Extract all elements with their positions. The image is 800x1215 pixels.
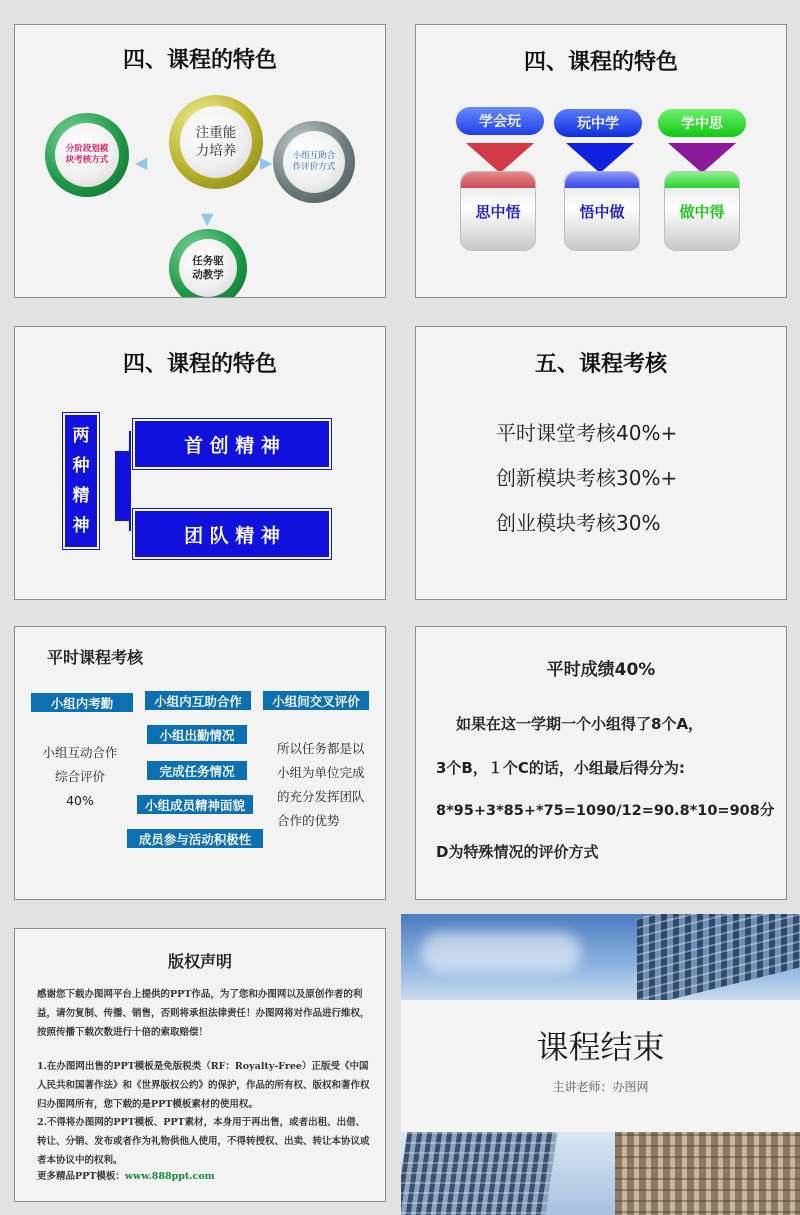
tag-mutual-help: 小组内互助合作 (145, 691, 251, 710)
tag-participation: 成员参与活动积极性 (127, 829, 263, 848)
score-line-1: 如果在这一学期一个小组得了8个A， (456, 715, 704, 733)
spirit-box-innovation (133, 419, 331, 469)
more-templates-link[interactable]: www.888ppt.com (124, 1171, 215, 1182)
right-circle-label: 小组互助合 作评价方式 (283, 131, 345, 193)
left-circle-label: 分阶段划模 块考核方式 (55, 123, 119, 187)
copyright-para-3: 2.不得将办图网的PPT模板、PPT素材，本身用于再出售，或者出租、出借、转让、分销、发布或者作为礼物供他人使用，不得转授权、出卖、转让本协议或者本协议中的权利。 (37, 1117, 370, 1166)
score-line-2: 3个B，１个C的话，小组最后得分为: (436, 759, 685, 777)
connector-bar (115, 451, 129, 521)
result-cap-1 (460, 171, 536, 251)
result-cap-1-label: 思中悟 (475, 202, 521, 221)
spirit-box-team (133, 509, 331, 559)
slide-title: 版权声明 (167, 952, 232, 971)
step-pill-3: 学中思 (658, 109, 746, 137)
tag-attendance: 小组内考勤 (31, 693, 133, 712)
slide-regular-score[interactable] (415, 626, 787, 900)
slide-title: 四、课程的特色 (122, 352, 277, 377)
step-pill-2: 玩中学 (554, 109, 642, 137)
slide-title: 课程结束 (536, 1028, 665, 1066)
tag-group-attendance: 小组出勤情况 (147, 725, 247, 744)
step-pill-1: 学会玩 (456, 107, 544, 135)
slide-title: 四、课程的特色 (122, 48, 277, 73)
slide-two-spirits[interactable] (14, 326, 386, 600)
tag-member-spirit: 小组成员精神面貌 (137, 795, 253, 814)
bottom-circle (169, 229, 247, 298)
arrow-left-icon: ◀ (135, 153, 148, 172)
tag-cross-eval: 小组间交叉评价 (263, 691, 369, 710)
score-line-4: D为特殊情况的评价方式 (436, 843, 599, 861)
slide-course-features-steps[interactable] (415, 24, 787, 298)
more-templates-line (37, 1167, 371, 1186)
result-cap-2-label: 悟中做 (579, 202, 625, 221)
top-sky-photo (401, 914, 800, 1000)
result-cap-2 (564, 171, 640, 251)
slide-course-features-circles[interactable] (14, 24, 386, 298)
slide-copyright[interactable] (14, 928, 386, 1202)
copyright-para-1: 感谢您下载办图网平台上提供的PPT作品，为了您和办图网以及原创作者的利益，请勿复制、传播、销售，否则将承担法律责任！办图网将对作品进行维权，按照传播下载次数进行十倍的索取赔偿！ (37, 989, 370, 1038)
funnel-red (466, 143, 534, 173)
assessment-line-2: 创新模块考核30%+ (496, 466, 678, 490)
slide-subtitle: 主讲老师：办图网 (552, 1080, 649, 1094)
score-line-3: 8*95+3*85+*75=1090/12=90.8*10=908分 (436, 803, 775, 819)
arrow-down-icon: ▼ (201, 209, 214, 228)
slide-title: 五、课程考核 (534, 352, 667, 377)
slide-title: 平时成绩40% (546, 660, 656, 680)
funnel-purple (668, 143, 736, 173)
funnel-blue (566, 143, 634, 173)
tag-task-completion: 完成任务情况 (147, 761, 247, 780)
left-summary-text: 小组互动合作 综合评价 40% (42, 745, 118, 808)
result-cap-3 (664, 171, 740, 251)
two-spirits-label: 两 种 精 神 (72, 426, 90, 536)
right-summary-text: 所以任务都是以 小组为单位完成 的充分发挥团队 合作的优势 (277, 741, 365, 828)
copyright-para-2: 1.在办图网出售的PPT模板是免版税类（RF：Royalty-Free）正版受《中国人民共和国著作法》和《世界版权公约》的保护，作品的所有权、版权和著作权归办图网所有，您下载的是PPT模板素材的使用权。 (37, 1061, 370, 1110)
result-cap-3-label: 做中得 (679, 202, 725, 221)
arrow-right-icon: ▶ (260, 153, 273, 172)
right-circle (273, 121, 355, 203)
slide-course-assessment[interactable] (415, 326, 787, 600)
center-circle-label: 注重能 力培养 (180, 106, 252, 178)
slide-title: 四、课程的特色 (523, 50, 678, 75)
spirit-box-team-label: 团 队 精 神 (184, 524, 280, 547)
assessment-line-3: 创业模块考核30% (496, 511, 661, 535)
more-templates-label: 更多精品PPT模板： (37, 1171, 125, 1182)
assessment-line-1: 平时课堂考核40%+ (496, 421, 678, 445)
slide-course-end[interactable] (401, 914, 800, 1215)
spirit-box-innovation-label: 首 创 精 神 (184, 434, 280, 457)
left-circle (45, 113, 129, 197)
bottom-circle-label: 任务驱 动教学 (179, 239, 237, 297)
bottom-building-photo (401, 1132, 800, 1215)
two-spirits-vertical (63, 413, 99, 549)
slide-regular-assessment[interactable] (14, 626, 386, 900)
center-circle (169, 95, 263, 189)
slide-title: 平时课程考核 (47, 648, 144, 667)
